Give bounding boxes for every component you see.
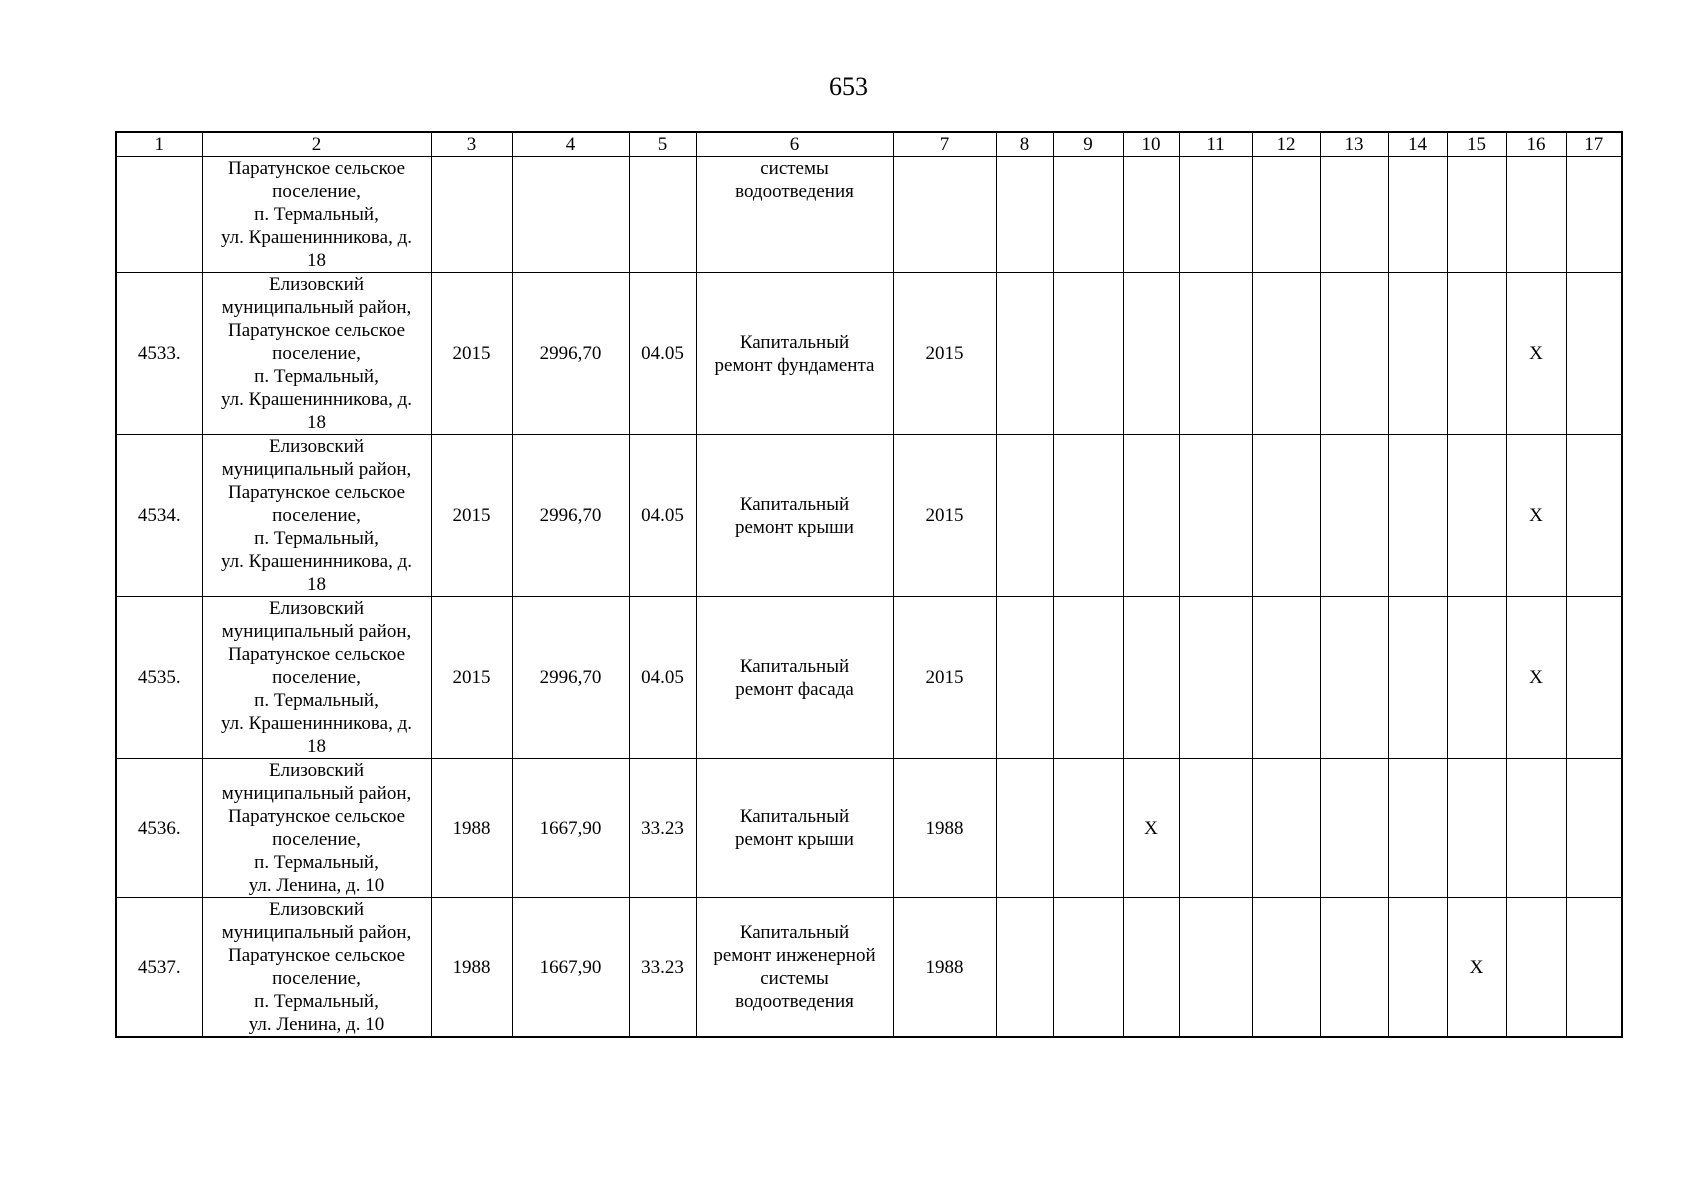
column-header: 2 (202, 132, 431, 157)
work-type-cell-line: Капитальный (739, 922, 850, 943)
address-cell (202, 435, 431, 597)
address-cell-line: муниципальный район, (221, 459, 412, 480)
mark-cell-col-9 (1053, 597, 1123, 759)
table-row (116, 157, 1622, 273)
address-cell-line: ул. Крашенинникова, д. (221, 389, 412, 410)
year-built-cell: 1988 (431, 898, 512, 1038)
mark-cell-col-14 (1388, 157, 1447, 273)
mark-cell-col-14 (1388, 597, 1447, 759)
address-cell-line: ул. Ленина, д. 10 (248, 875, 385, 896)
mark-cell-col-16 (1506, 157, 1566, 273)
column-header: 15 (1447, 132, 1506, 157)
address-cell (202, 157, 431, 273)
work-type-cell-line: ремонт инженерной (713, 945, 876, 966)
column-header: 7 (893, 132, 996, 157)
work-type-cell-line: ремонт крыши (735, 516, 854, 538)
work-year-cell: 2015 (893, 435, 996, 597)
work-type-cell (696, 759, 893, 898)
address-cell-line: Паратунское сельское (227, 320, 406, 341)
work-type-cell-line: ремонт фундамента (714, 354, 875, 376)
column-header: 16 (1506, 132, 1566, 157)
table-row (116, 273, 1622, 435)
mark-cell-col-11 (1179, 435, 1252, 597)
address-cell-line: муниципальный район, (221, 621, 412, 642)
mark-cell-col-14 (1388, 273, 1447, 435)
mark-cell-col-16 (1506, 759, 1566, 898)
column-header: 6 (696, 132, 893, 157)
mark-cell-col-13 (1320, 759, 1388, 898)
mark-cell-col-8 (996, 273, 1053, 435)
address-cell-line: ул. Крашенинникова, д. (221, 227, 412, 248)
mark-cell-col-12 (1252, 157, 1320, 273)
year-built-cell (431, 157, 512, 273)
code-cell: 33.23 (629, 759, 696, 898)
mark-cell-col-8 (996, 898, 1053, 1038)
address-cell-line: 18 (307, 736, 326, 757)
code-cell: 04.05 (629, 597, 696, 759)
work-type-cell (696, 898, 893, 1038)
mark-cell-col-13 (1320, 597, 1388, 759)
work-year-cell (893, 157, 996, 273)
address-cell-line: муниципальный район, (221, 297, 412, 318)
work-type-cell-line: Капитальный (739, 655, 850, 677)
mark-cell-col-16: X (1506, 597, 1566, 759)
address-cell-line: Елизовский (268, 274, 364, 295)
mark-cell-col-8 (996, 435, 1053, 597)
mark-cell-col-17 (1566, 597, 1622, 759)
mark-cell-col-15 (1447, 759, 1506, 898)
register-table (115, 131, 1623, 1038)
address-cell-line: ул. Ленина, д. 10 (248, 1014, 385, 1035)
column-header: 11 (1179, 132, 1252, 157)
address-cell-line: ул. Крашенинникова, д. (221, 551, 412, 572)
code-cell: 04.05 (629, 435, 696, 597)
column-header: 5 (629, 132, 696, 157)
address-cell-line: 18 (307, 250, 326, 271)
area-cell: 2996,70 (512, 597, 629, 759)
work-type-cell-line: Капитальный (739, 331, 850, 353)
address-cell-line: п. Термальный, (254, 690, 379, 711)
address-cell-line: Елизовский (268, 760, 364, 781)
mark-cell-col-12 (1252, 435, 1320, 597)
address-cell-line: ул. Крашенинникова, д. (221, 713, 412, 734)
row-number-cell: 4534. (116, 435, 202, 597)
column-header: 13 (1320, 132, 1388, 157)
column-header: 9 (1053, 132, 1123, 157)
mark-cell-col-9 (1053, 273, 1123, 435)
address-cell-line: 18 (307, 412, 326, 433)
work-type-cell-line: Капитальный (739, 806, 850, 827)
area-cell: 1667,90 (512, 759, 629, 898)
address-cell-line: Паратунское сельское (227, 158, 406, 179)
mark-cell-col-10 (1123, 435, 1179, 597)
mark-cell-col-9 (1053, 759, 1123, 898)
area-cell: 2996,70 (512, 435, 629, 597)
address-cell-line: поселение, (272, 829, 361, 850)
address-cell-line: муниципальный район, (221, 922, 412, 943)
mark-cell-col-14 (1388, 435, 1447, 597)
mark-cell-col-10 (1123, 157, 1179, 273)
mark-cell-col-12 (1252, 597, 1320, 759)
row-number-cell: 4533. (116, 273, 202, 435)
mark-cell-col-15 (1447, 273, 1506, 435)
work-type-cell-line: Капитальный (739, 493, 850, 515)
mark-cell-col-11 (1179, 597, 1252, 759)
mark-cell-col-9 (1053, 898, 1123, 1038)
mark-cell-col-16 (1506, 898, 1566, 1038)
mark-cell-col-17 (1566, 273, 1622, 435)
work-type-cell (696, 273, 893, 435)
row-number-cell: 4537. (116, 898, 202, 1038)
mark-cell-col-15 (1447, 435, 1506, 597)
column-header: 3 (431, 132, 512, 157)
mark-cell-col-17 (1566, 759, 1622, 898)
year-built-cell: 2015 (431, 435, 512, 597)
mark-cell-col-13 (1320, 273, 1388, 435)
mark-cell-col-12 (1252, 898, 1320, 1038)
mark-cell-col-8 (996, 157, 1053, 273)
mark-cell-col-16: X (1506, 273, 1566, 435)
address-cell-line: Елизовский (268, 436, 364, 457)
mark-cell-col-14 (1388, 898, 1447, 1038)
mark-cell-col-17 (1566, 898, 1622, 1038)
table-row (116, 898, 1622, 1038)
address-cell-line: Паратунское сельское (227, 482, 406, 503)
address-cell-line: п. Термальный, (254, 991, 379, 1012)
address-cell (202, 759, 431, 898)
table-body (116, 157, 1622, 1038)
column-header: 17 (1566, 132, 1622, 157)
row-number-cell: 4535. (116, 597, 202, 759)
address-cell-line: поселение, (272, 968, 361, 989)
work-type-cell-line: водоотведения (735, 991, 854, 1012)
address-cell-line: муниципальный район, (221, 783, 412, 804)
column-header: 8 (996, 132, 1053, 157)
column-header: 14 (1388, 132, 1447, 157)
mark-cell-col-12 (1252, 273, 1320, 435)
mark-cell-col-11 (1179, 759, 1252, 898)
year-built-cell: 2015 (431, 597, 512, 759)
work-type-cell (696, 597, 893, 759)
work-type-cell-line: системы (760, 158, 829, 179)
row-number-cell (116, 157, 202, 273)
address-cell-line: Паратунское сельское (227, 806, 406, 827)
address-cell-line: поселение, (272, 667, 361, 688)
address-cell-line: 18 (307, 574, 326, 595)
work-year-cell: 1988 (893, 759, 996, 898)
mark-cell-col-10 (1123, 273, 1179, 435)
mark-cell-col-9 (1053, 435, 1123, 597)
page-number: 653 (829, 72, 868, 101)
address-cell-line: Елизовский (268, 899, 364, 920)
area-cell: 1667,90 (512, 898, 629, 1038)
column-header: 10 (1123, 132, 1179, 157)
work-year-cell: 2015 (893, 597, 996, 759)
mark-cell-col-13 (1320, 157, 1388, 273)
mark-cell-col-10: X (1123, 759, 1179, 898)
mark-cell-col-16: X (1506, 435, 1566, 597)
table-row (116, 597, 1622, 759)
table-row (116, 435, 1622, 597)
table-row (116, 759, 1622, 898)
mark-cell-col-13 (1320, 898, 1388, 1038)
mark-cell-col-15 (1447, 597, 1506, 759)
work-type-cell-line: ремонт фасада (735, 678, 854, 700)
code-cell: 33.23 (629, 898, 696, 1038)
mark-cell-col-15 (1447, 157, 1506, 273)
mark-cell-col-12 (1252, 759, 1320, 898)
address-cell-line: Паратунское сельское (227, 945, 406, 966)
area-cell (512, 157, 629, 273)
column-header: 12 (1252, 132, 1320, 157)
work-type-cell-line: системы (760, 968, 829, 989)
address-cell (202, 597, 431, 759)
year-built-cell: 1988 (431, 759, 512, 898)
work-year-cell: 1988 (893, 898, 996, 1038)
mark-cell-col-10 (1123, 898, 1179, 1038)
code-cell (629, 157, 696, 273)
mark-cell-col-8 (996, 597, 1053, 759)
work-year-cell: 2015 (893, 273, 996, 435)
address-cell-line: п. Термальный, (254, 366, 379, 387)
address-cell-line: поселение, (272, 343, 361, 364)
work-type-cell (696, 435, 893, 597)
column-header: 1 (116, 132, 202, 157)
address-cell-line: п. Термальный, (254, 204, 379, 225)
mark-cell-col-17 (1566, 157, 1622, 273)
address-cell-line: п. Термальный, (254, 528, 379, 549)
address-cell-line: п. Термальный, (254, 852, 379, 873)
mark-cell-col-10 (1123, 597, 1179, 759)
mark-cell-col-13 (1320, 435, 1388, 597)
mark-cell-col-11 (1179, 273, 1252, 435)
mark-cell-col-11 (1179, 898, 1252, 1038)
mark-cell-col-9 (1053, 157, 1123, 273)
work-type-cell-line: ремонт крыши (735, 829, 854, 850)
address-cell (202, 898, 431, 1038)
year-built-cell: 2015 (431, 273, 512, 435)
work-type-cell (696, 157, 893, 273)
column-number-row (116, 132, 1622, 157)
work-type-cell-line: водоотведения (735, 181, 854, 202)
address-cell (202, 273, 431, 435)
row-number-cell: 4536. (116, 759, 202, 898)
code-cell: 04.05 (629, 273, 696, 435)
column-header: 4 (512, 132, 629, 157)
mark-cell-col-11 (1179, 157, 1252, 273)
address-cell-line: поселение, (272, 505, 361, 526)
area-cell: 2996,70 (512, 273, 629, 435)
address-cell-line: Паратунское сельское (227, 644, 406, 665)
mark-cell-col-15: X (1447, 898, 1506, 1038)
address-cell-line: Елизовский (268, 598, 364, 619)
mark-cell-col-14 (1388, 759, 1447, 898)
mark-cell-col-17 (1566, 435, 1622, 597)
mark-cell-col-8 (996, 759, 1053, 898)
address-cell-line: поселение, (272, 181, 361, 202)
